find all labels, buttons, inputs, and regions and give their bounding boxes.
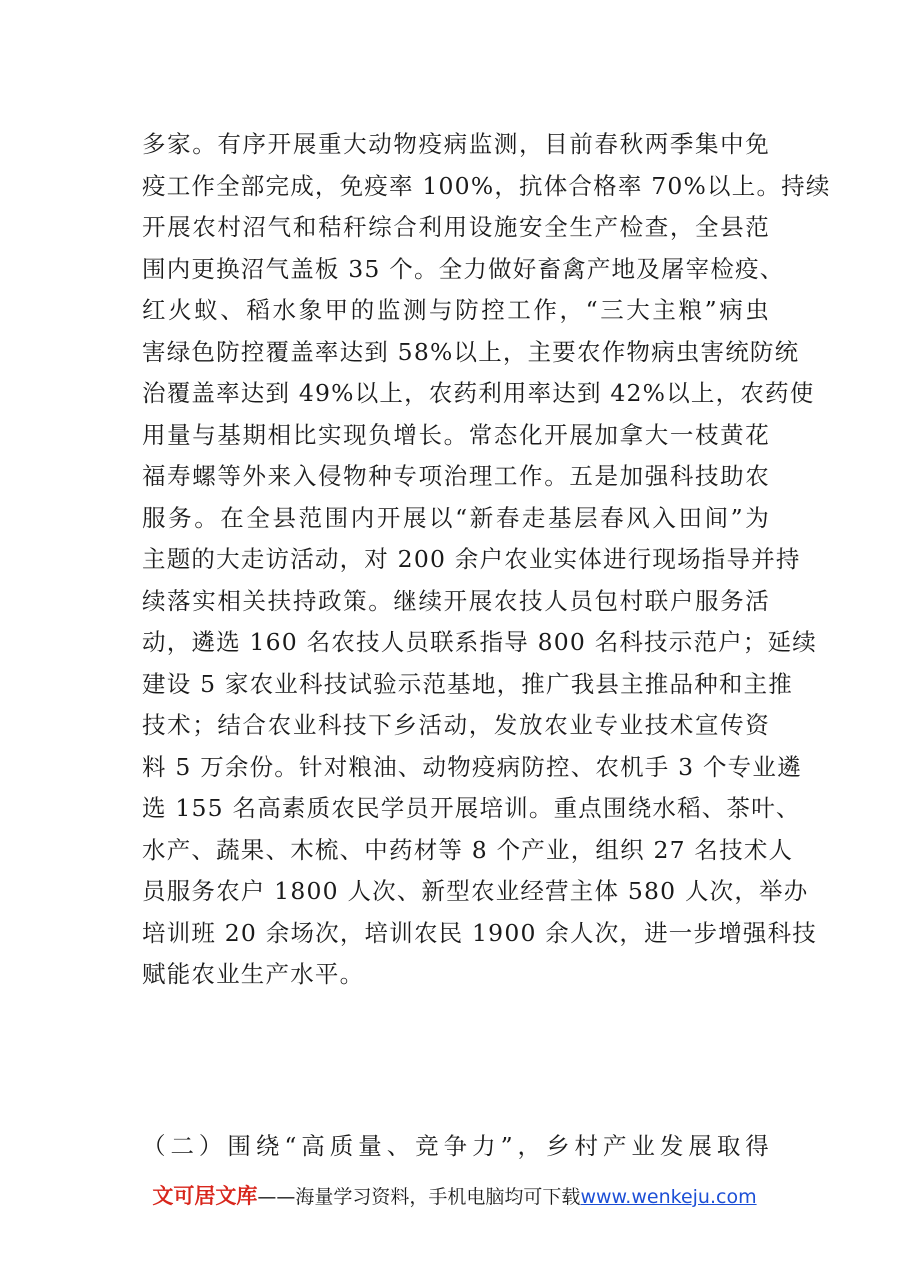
section-heading: （二）围绕“高质量、竞争力”，乡村产业发展取得	[142, 1132, 770, 1160]
text-line: 疫工作全部完成，免疫率 100%，抗体合格率 70%以上。持续	[142, 171, 831, 200]
text-line: 围内更换沼气盖板 35 个。全力做好畜禽产地及屠宰检疫、	[142, 254, 785, 283]
footer-url-link[interactable]: www.wenkeju.com	[580, 1186, 757, 1208]
text-line: 红火蚁、稻水象甲的监测与防控工作，“三大主粮”病虫	[142, 296, 770, 324]
text-line: 开展农村沼气和秸秆综合利用设施安全生产检查，全县范	[142, 213, 770, 241]
body-paragraph	[142, 124, 831, 996]
text-line: 福寿螺等外来入侵物种专项治理工作。五是加强科技助农	[142, 462, 770, 490]
text-line: 治覆盖率达到 49%以上，农药利用率达到 42%以上，农药使	[142, 379, 815, 407]
text-line: 选 155 名高素质农民学员开展培训。重点围绕水稻、茶叶、	[142, 794, 801, 822]
text-line: 用量与基期相比实现负增长。常态化开展加拿大一枝黄花	[142, 420, 770, 449]
text-line: 赋能农业生产水平。	[142, 960, 365, 988]
text-line: 续落实相关扶持政策。继续开展农技人员包村联户服务活	[142, 586, 770, 615]
text-line: 主题的大走访活动，对 200 余户农业实体进行现场指导并持	[142, 545, 801, 573]
footer-brand: 文可居文库	[152, 1184, 258, 1208]
text-line: 技术；结合农业科技下乡活动，发放农业专业技术宣传资	[142, 711, 770, 739]
footer-slogan: ——海量学习资料，手机电脑均可下载	[257, 1186, 581, 1208]
text-line: 动，遴选 160 名农技人员联系指导 800 名科技示范户；延续	[142, 628, 817, 656]
text-line: 服务。在全县范围内开展以“新春走基层春风入田间”为	[142, 503, 770, 532]
text-line: 培训班 20 余场次，培训农民 1900 余人次，进一步增强科技	[142, 918, 817, 947]
text-line: 害绿色防控覆盖率达到 58%以上，主要农作物病虫害统防统	[142, 337, 800, 366]
text-line: 建设 5 家农业科技试验示范基地，推广我县主推品种和主推	[142, 669, 793, 698]
text-line: 料 5 万余份。针对粮油、动物疫病防控、农机手 3 个专业遴	[142, 752, 802, 781]
text-line: 员服务农户 1800 人次、新型农业经营主体 580 人次，举办	[142, 877, 809, 905]
text-line: 多家。有序开展重大动物疫病监测，目前春秋两季集中免	[142, 130, 770, 158]
text-line: 水产、蔬果、木梳、中药材等 8 个产业，组织 27 名技术人	[142, 835, 794, 864]
footer-banner	[0, 1180, 909, 1210]
